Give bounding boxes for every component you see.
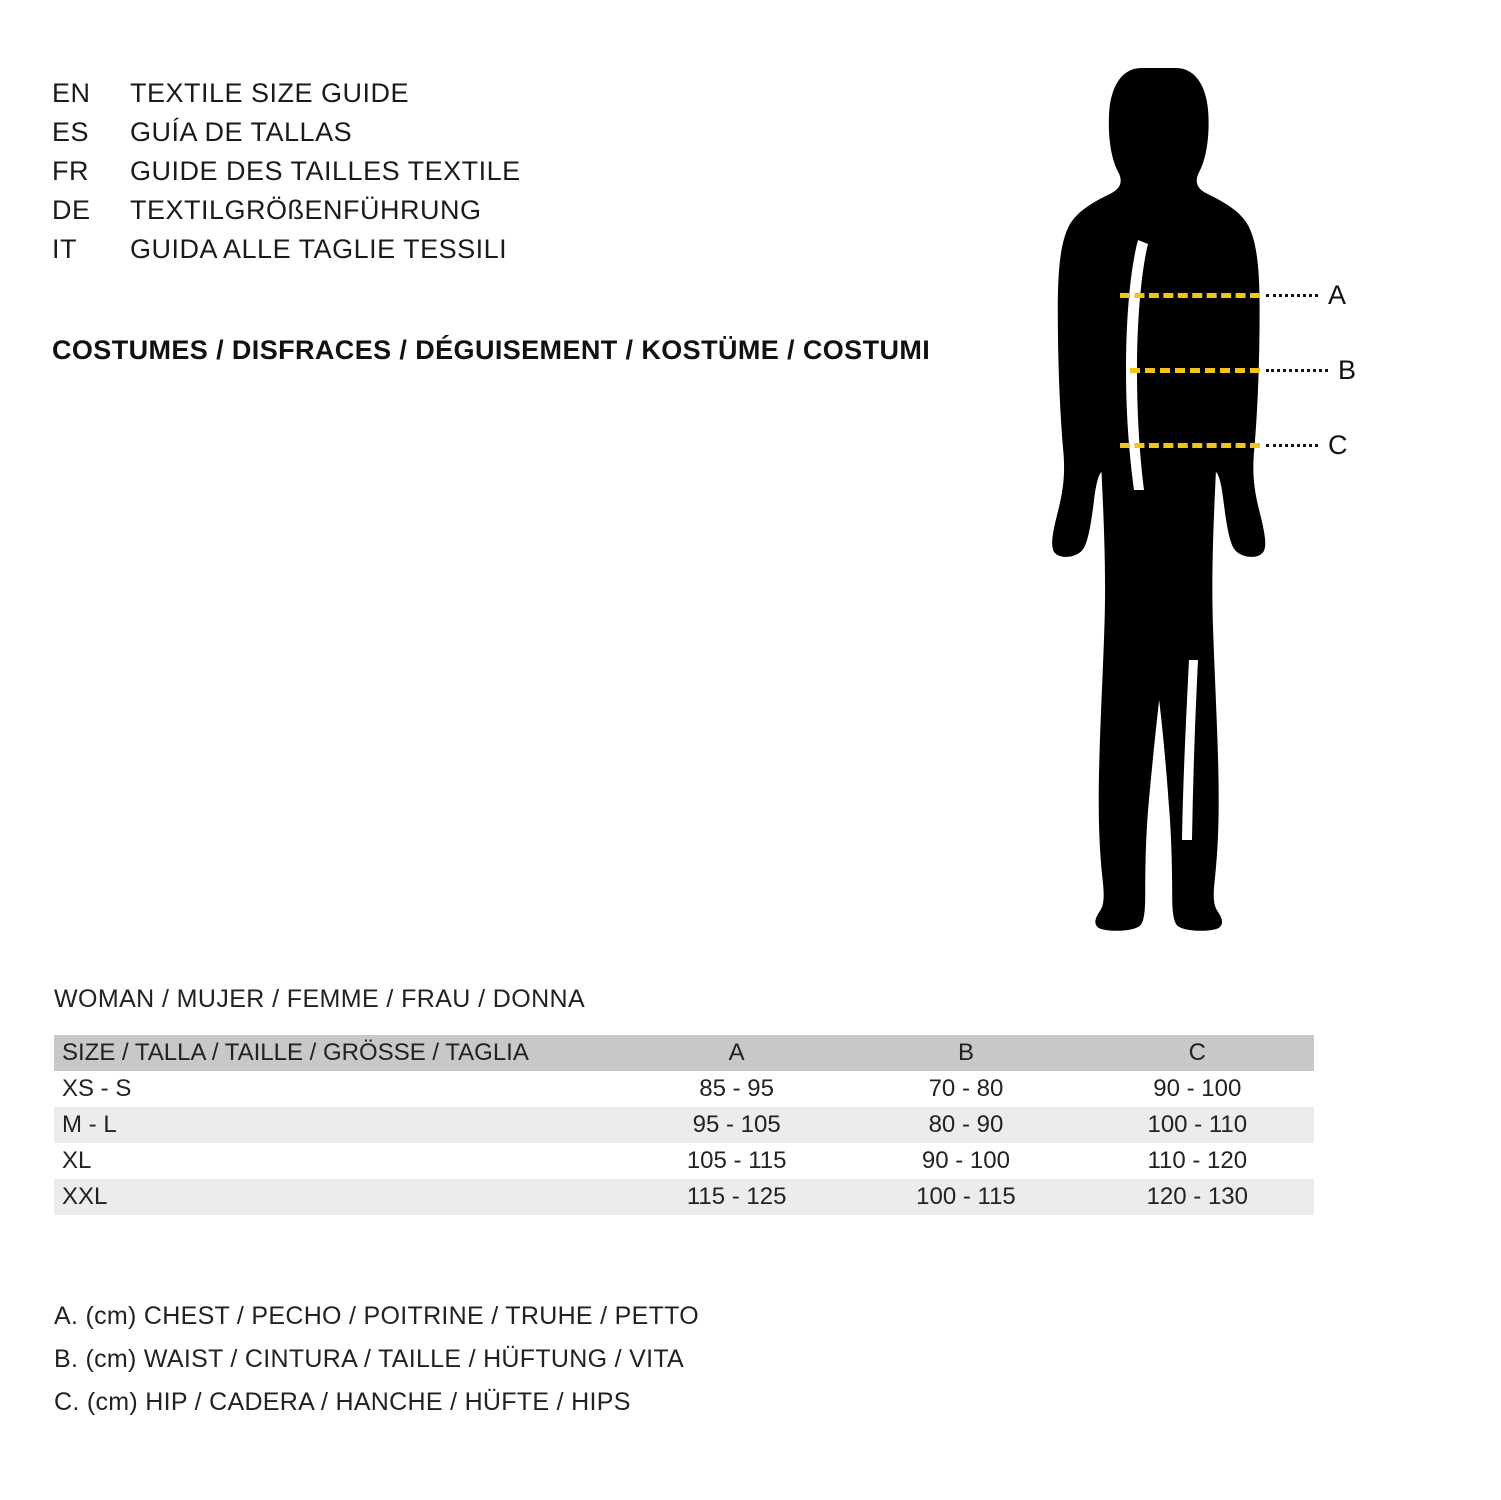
language-text-en: TEXTILE SIZE GUIDE	[130, 78, 410, 108]
cell-size: XS - S	[62, 1075, 132, 1102]
language-code-it: IT	[52, 234, 77, 264]
table-header-size: SIZE / TALLA / TAILLE / GRÖSSE / TAGLIA	[62, 1039, 529, 1066]
cell-b: 90 - 100	[921, 1147, 1010, 1174]
table-row	[54, 1179, 1314, 1215]
cell-c: 90 - 100	[1153, 1075, 1242, 1102]
language-text-de: TEXTILGRÖßENFÜHRUNG	[130, 195, 482, 225]
cell-c: 100 - 110	[1147, 1111, 1248, 1138]
measure-row-b	[1130, 354, 1460, 385]
language-text-fr: GUIDE DES TAILLES TEXTILE	[130, 156, 521, 186]
language-row-it	[52, 234, 1012, 273]
cell-a: 95 - 105	[692, 1111, 781, 1138]
hip-dash-line	[1120, 443, 1260, 448]
costumes-heading: COSTUMES / DISFRACES / DÉGUISEMENT / KOSTÜME / COSTUMI	[52, 335, 931, 365]
table-header-row	[54, 1035, 1314, 1071]
cell-a: 115 - 125	[686, 1183, 787, 1210]
cell-size: XL	[62, 1147, 92, 1174]
cell-c: 120 - 130	[1146, 1183, 1248, 1210]
table-title: WOMAN / MUJER / FEMME / FRAU / DONNA	[54, 985, 586, 1013]
chest-leader-line	[1266, 294, 1318, 297]
table-header-b: B	[957, 1039, 974, 1066]
table-header-c: C	[1188, 1039, 1206, 1066]
table-row	[54, 1071, 1314, 1107]
waist-leader-line	[1266, 369, 1328, 372]
cell-b: 70 - 80	[928, 1075, 1004, 1102]
cell-b: 100 - 115	[916, 1183, 1016, 1210]
hip-leader-line	[1266, 444, 1318, 447]
size-table	[54, 1035, 1314, 1215]
language-code-es: ES	[52, 117, 90, 147]
measure-label-a: A	[1328, 279, 1347, 310]
table-row	[54, 1107, 1314, 1143]
measure-row-a	[1120, 279, 1450, 310]
waist-dash-line	[1130, 368, 1260, 373]
cell-a: 105 - 115	[686, 1147, 787, 1174]
language-code-en: EN	[52, 78, 91, 108]
cell-a: 85 - 95	[699, 1075, 774, 1102]
woman-silhouette-icon	[1020, 60, 1320, 940]
cell-size: M - L	[62, 1111, 117, 1138]
language-text-it: GUIDA ALLE TAGLIE TESSILI	[130, 234, 508, 264]
measurement-legend	[54, 1295, 699, 1424]
language-list	[52, 78, 1012, 273]
measure-label-b: B	[1338, 354, 1357, 385]
language-text-es: GUÍA DE TALLAS	[130, 117, 353, 147]
measurement-diagram	[1020, 60, 1450, 940]
measure-row-c	[1120, 429, 1460, 460]
language-code-de: DE	[52, 195, 91, 225]
language-row-es	[52, 117, 1012, 156]
legend-item-b: B. (cm) WAIST / CINTURA / TAILLE / HÜFTUNG / VITA	[54, 1345, 685, 1373]
measure-label-c: C	[1328, 429, 1348, 460]
language-row-de	[52, 195, 1012, 234]
language-code-fr: FR	[52, 156, 89, 186]
chest-dash-line	[1120, 293, 1260, 298]
cell-b: 80 - 90	[928, 1111, 1004, 1138]
table-header-a: A	[728, 1039, 745, 1066]
cell-size: XXL	[62, 1183, 108, 1210]
legend-item-a: A. (cm) CHEST / PECHO / POITRINE / TRUHE / PETTO	[54, 1302, 700, 1330]
legend-item-c: C. (cm) HIP / CADERA / HANCHE / HÜFTE / HIPS	[54, 1388, 631, 1416]
language-row-fr	[52, 156, 1012, 195]
cell-c: 110 - 120	[1147, 1147, 1248, 1174]
table-row	[54, 1143, 1314, 1179]
language-row-en	[52, 78, 1012, 117]
